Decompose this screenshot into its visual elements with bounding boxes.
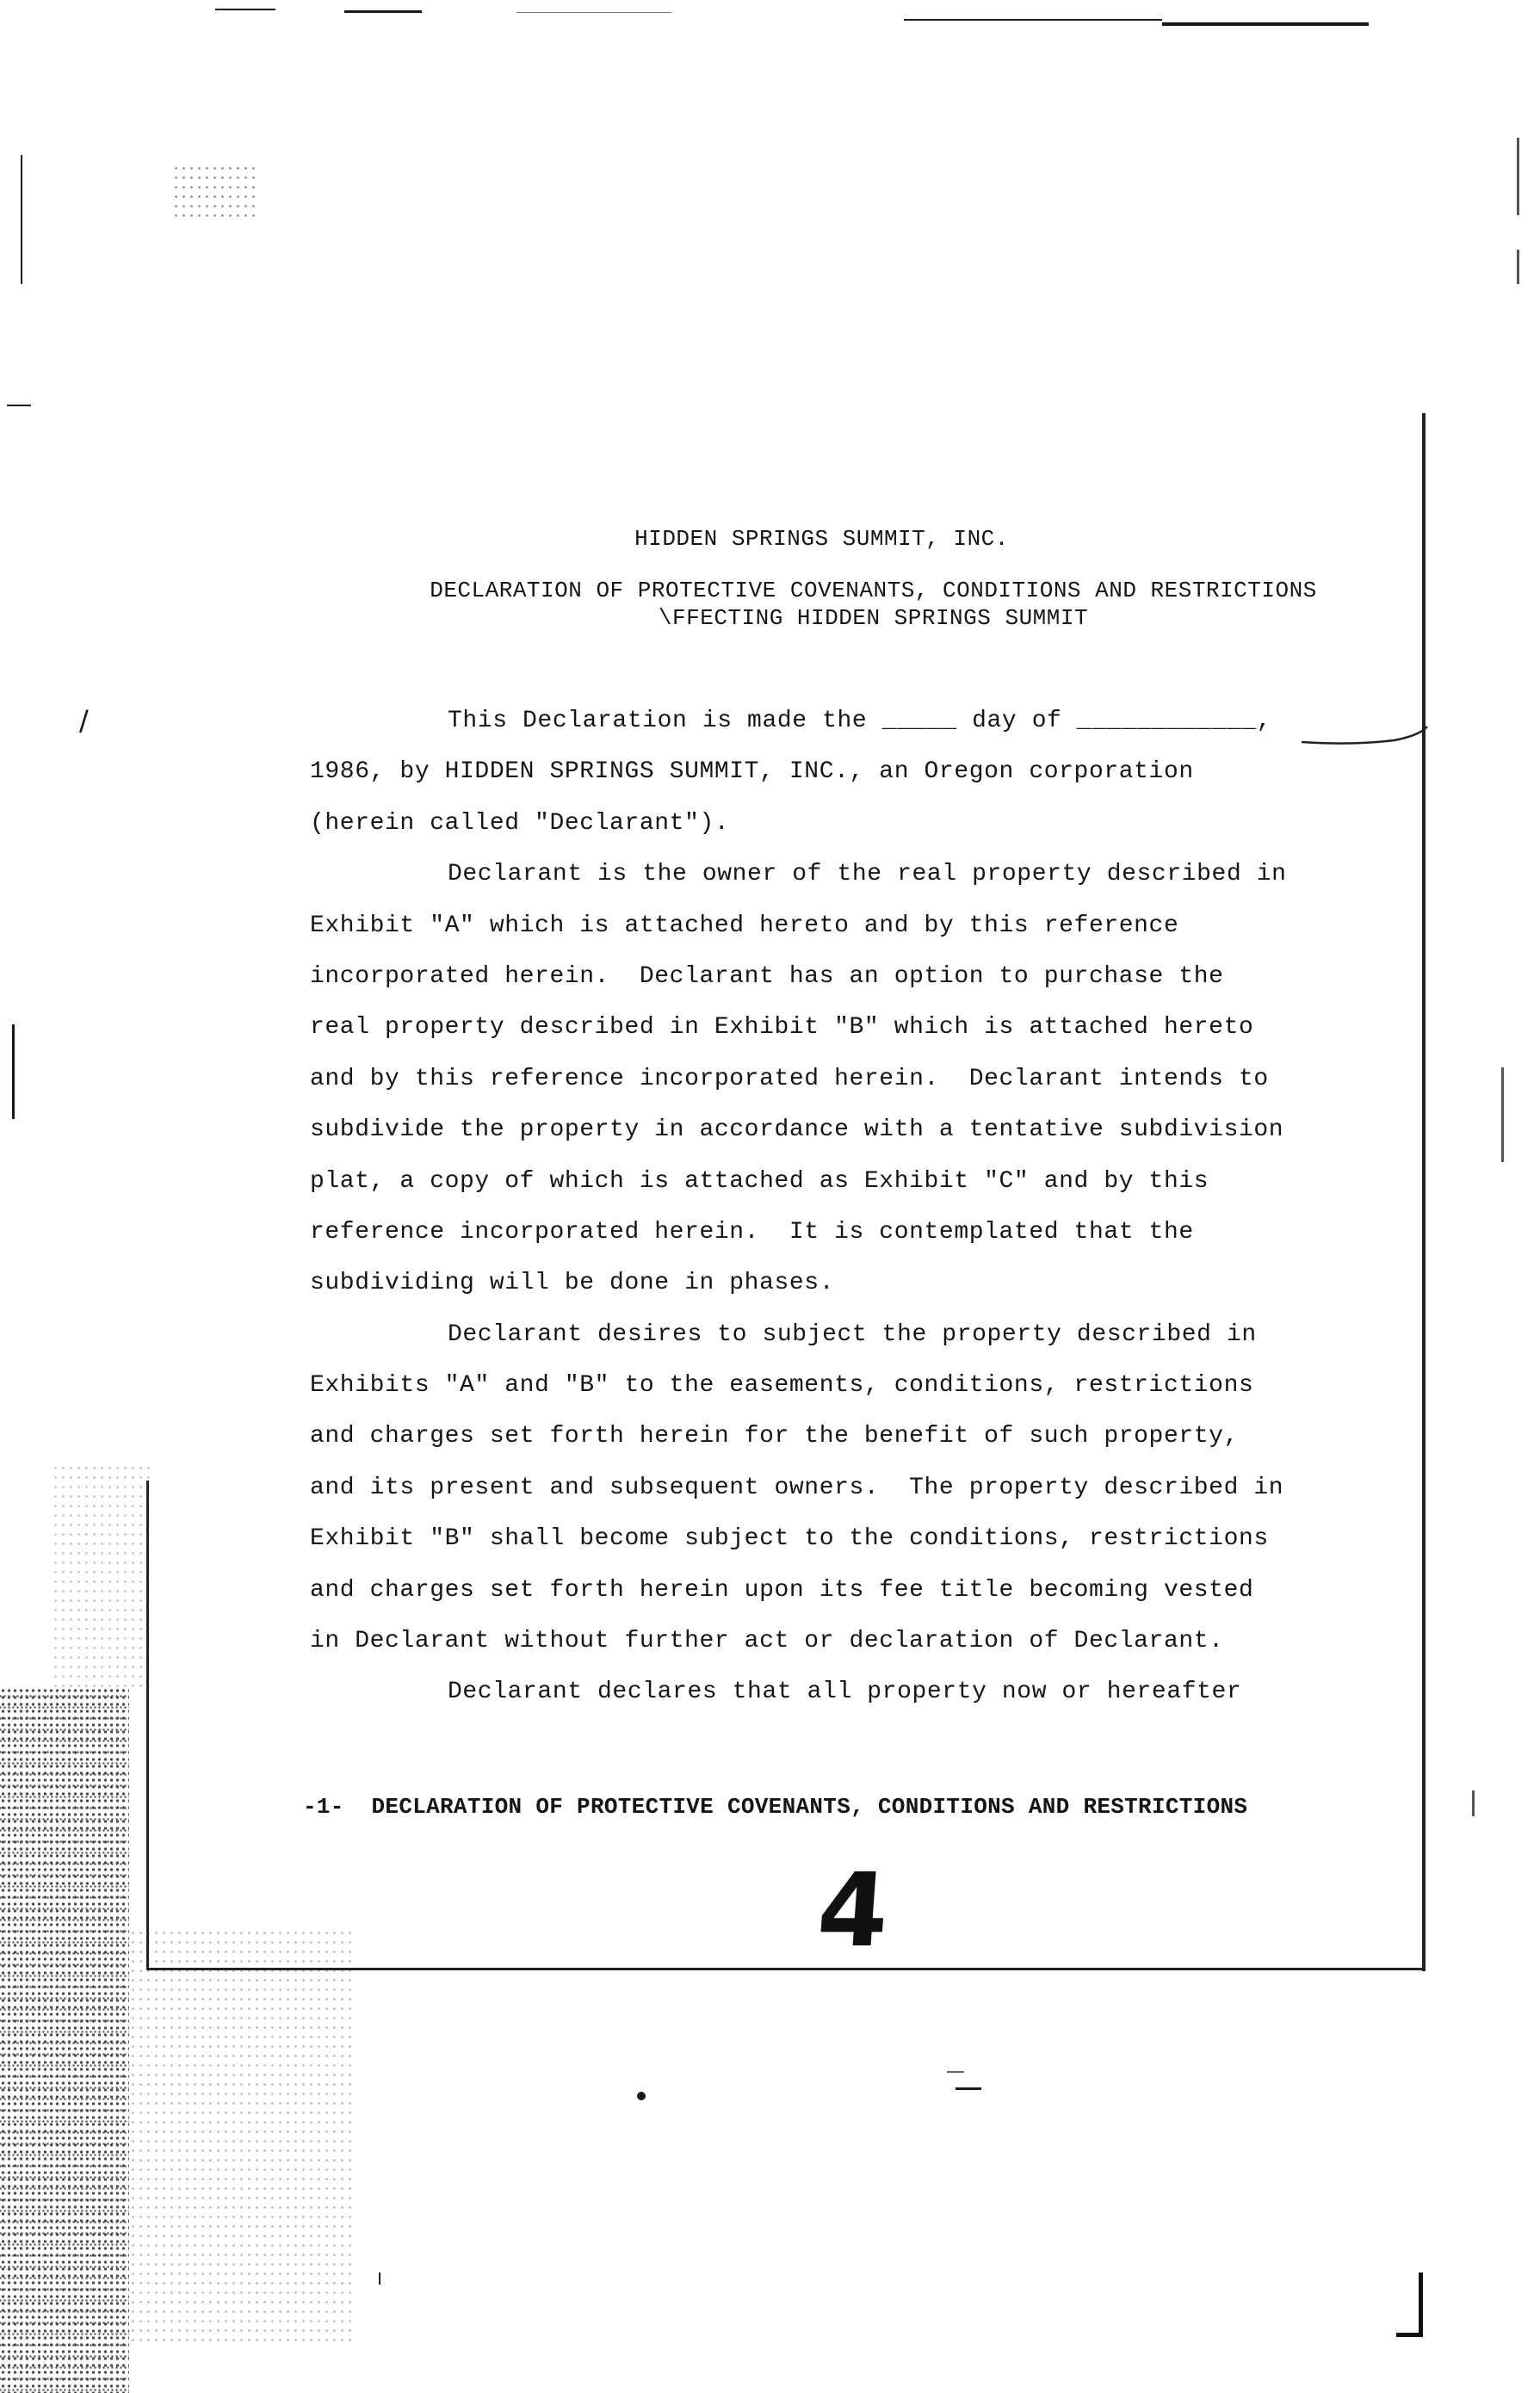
body-line: Declarant is the owner of the real property described in [448, 861, 1287, 888]
scan-frame-bottom [146, 1968, 1426, 1970]
scan-left-line-2 [12, 1024, 15, 1119]
company-heading: HIDDEN SPRINGS SUMMIT, INC. [634, 526, 1009, 552]
body-line: and by this reference incorporated herein. Declarant intends to [310, 1065, 1269, 1092]
body-line: and charges set forth herein upon its fee title becoming vested [310, 1576, 1254, 1604]
document-title-line2: \FFECTING HIDDEN SPRINGS SUMMIT [658, 605, 1089, 631]
body-line: subdividing will be done in phases. [310, 1270, 835, 1297]
scan-frame-right [1422, 413, 1426, 1971]
page-footer: -1- DECLARATION OF PROTECTIVE COVENANTS, CONDITIONS AND RESTRICTIONS [303, 1794, 1248, 1820]
scan-speckle-left-margin-2 [129, 1928, 353, 2341]
body-line: (herein called "Declarant"). [310, 809, 730, 837]
scan-corner-mark [1396, 2272, 1423, 2337]
scan-bottom-dot-1 [637, 2092, 646, 2100]
scan-speckle-mid [52, 1463, 155, 1687]
body-line: Declarant declares that all property now or hereafter [448, 1679, 1242, 1706]
body-line: real property described in Exhibit "B" which is attached hereto [310, 1014, 1254, 1042]
body-line: Declarant desires to subject the property described in [448, 1320, 1257, 1348]
scan-right-dash-3 [1501, 1067, 1504, 1162]
scan-bottom-dash-1 [956, 2087, 981, 2090]
body-line: reference incorporated herein. It is contemplated that the [310, 1218, 1194, 1246]
scan-speckle-top-left [172, 164, 258, 224]
scan-top-edge-4 [904, 19, 1162, 21]
scan-frame-left [146, 1481, 149, 1968]
scan-right-dash-4 [1472, 1790, 1475, 1816]
body-line: subdivide the property in accordance with a tentative subdivision [310, 1116, 1284, 1144]
body-line: and charges set forth herein for the benefit of such property, [310, 1423, 1239, 1450]
scan-bottom-tick [379, 2272, 380, 2285]
scan-right-dash-1 [1517, 138, 1519, 215]
body-line: Exhibit "A" which is attached hereto and by this reference [310, 912, 1179, 939]
scan-speckle-left-margin [0, 1687, 129, 2393]
body-line: incorporated herein. Declarant has an option to purchase the [310, 962, 1224, 990]
scan-right-dash-2 [1517, 250, 1519, 284]
document-title-line1: DECLARATION OF PROTECTIVE COVENANTS, CONDITIONS AND RESTRICTIONS [430, 578, 1317, 603]
scan-top-edge-5 [1162, 22, 1369, 26]
body-line: This Declaration is made the _____ day of ____________, [448, 708, 1272, 734]
document-body [310, 696, 1377, 1718]
scan-left-mark [7, 405, 31, 406]
scan-top-edge-2 [344, 10, 422, 13]
body-line: Exhibits "A" and "B" to the easements, conditions, restrictions [310, 1372, 1254, 1400]
scan-left-line-1 [21, 155, 22, 284]
body-line: 1986, by HIDDEN SPRINGS SUMMIT, INC., an Oregon corporation [310, 758, 1194, 786]
body-line: and its present and subsequent owners. The property described in [310, 1474, 1284, 1501]
scan-bottom-dash-2 [947, 2071, 964, 2073]
scan-top-edge-1 [215, 9, 275, 10]
margin-mark: / [79, 704, 89, 737]
body-line: in Declarant without further act or declaration of Declarant. [310, 1628, 1224, 1655]
handwritten-page-number: 4 [813, 1851, 893, 1969]
body-line: plat, a copy of which is attached as Exhibit "C" and by this [310, 1167, 1209, 1195]
body-line: Exhibit "B" shall become subject to the conditions, restrictions [310, 1525, 1269, 1553]
scan-top-edge-3 [516, 12, 671, 13]
